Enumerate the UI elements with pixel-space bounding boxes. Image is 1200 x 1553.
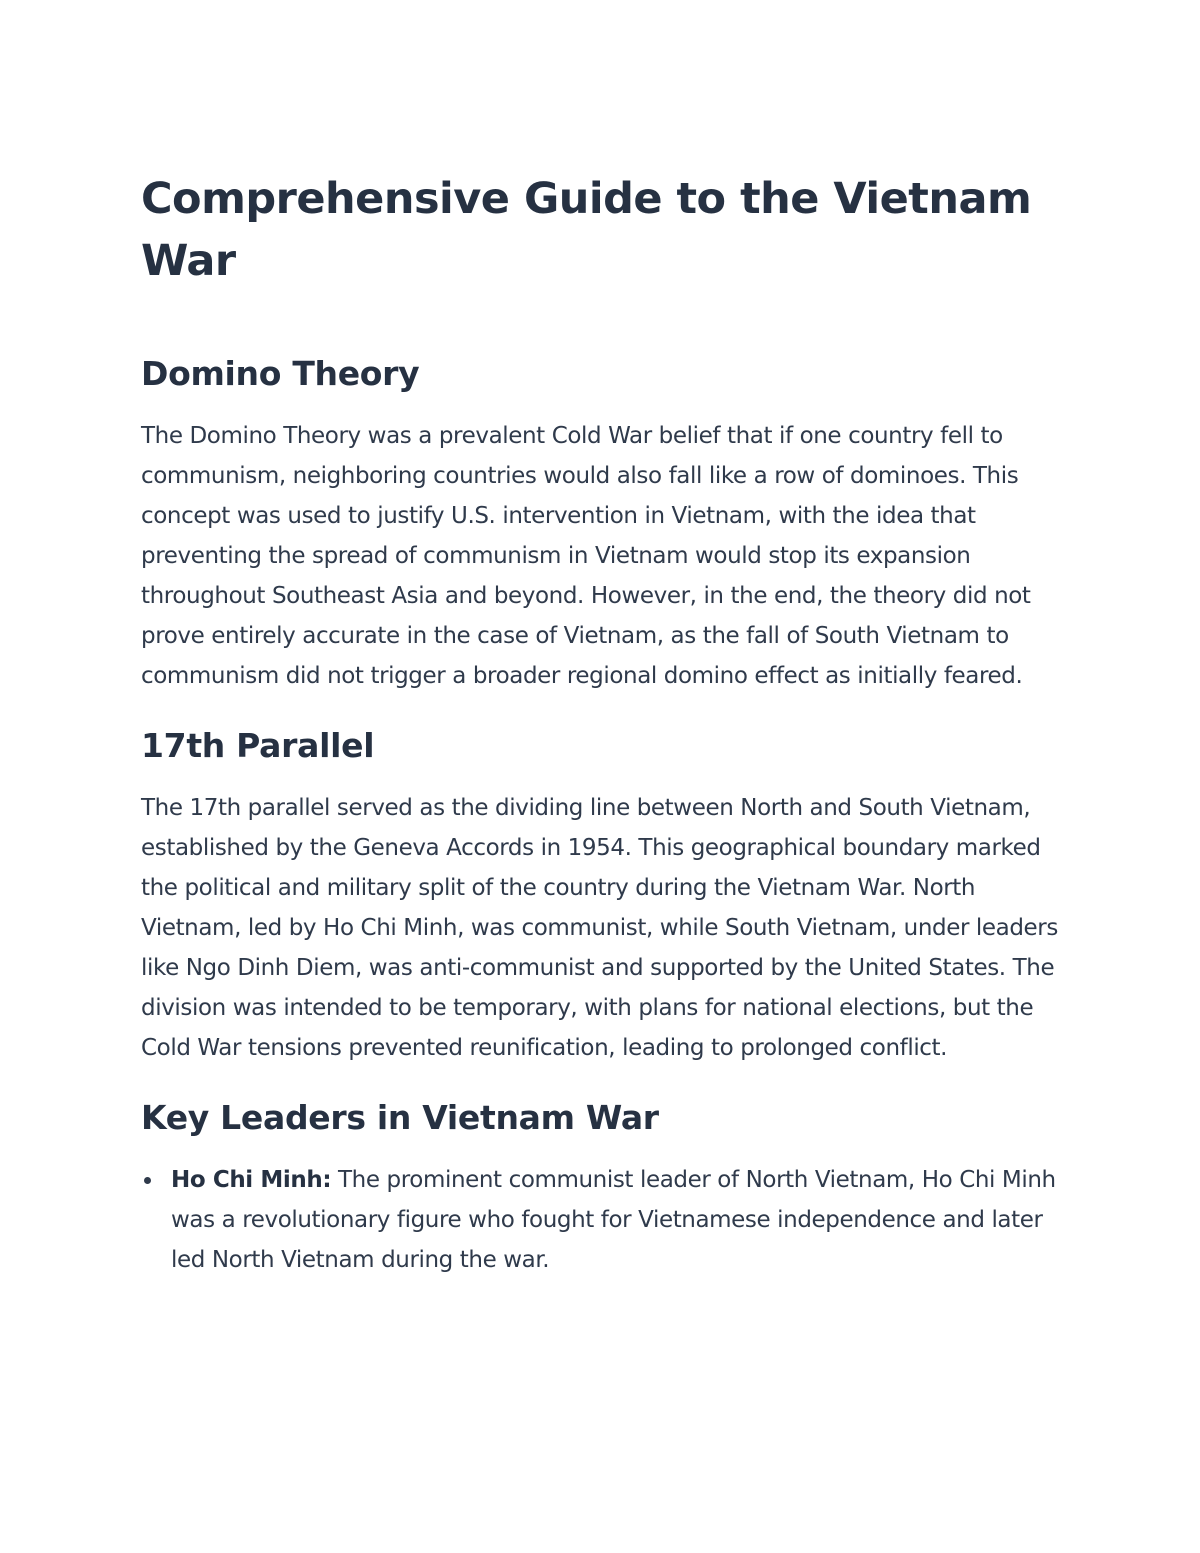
section-key-leaders [141, 1096, 1061, 1280]
leaders-list [141, 1160, 1061, 1280]
section-domino-theory [141, 352, 1061, 696]
section-heading: Key Leaders in Vietnam War [141, 1098, 659, 1137]
section-paragraph: The 17th parallel served as the dividing line between North and South Vietnam, established by the Geneva Accords in 1954. This geographical boundary marked the political and military split of the country during the Vietnam War. North Vietnam, led by Ho Chi Minh, was communist, while South Vietnam, under leaders like Ngo Dinh Diem, was anti-communist and supported by the United States. The division was intended to be temporary, with plans for national elections, but the Cold War tensions prevented reunification, leading to prolonged conflict. [141, 795, 1058, 1061]
list-item [141, 1160, 1061, 1280]
section-paragraph: The Domino Theory was a prevalent Cold War belief that if one country fell to communism, neighboring countries would also fall like a row of dominoes. This concept was used to justify U.S. intervention in Vietnam, with the idea that preventing the spread of communism in Vietnam would stop its expansion throughout Southeast Asia and beyond. However, in the end, the theory did not prove entirely accurate in the case of Vietnam, as the fall of South Vietnam to communism did not trigger a broader regional domino effect as initially feared. [141, 423, 1031, 689]
section-17th-parallel [141, 724, 1061, 1068]
leader-description: The prominent communist leader of North Vietnam, Ho Chi Minh was a revolutionary figure who fought for Vietnamese independence and later led North Vietnam during the war. [171, 1167, 1056, 1273]
document-page [141, 168, 1061, 1280]
bullet-icon [144, 1177, 151, 1184]
leader-name: Ho Chi Minh: [171, 1167, 332, 1193]
document-title: Comprehensive Guide to the Vietnam War [141, 174, 1032, 286]
section-heading: Domino Theory [141, 354, 420, 393]
section-heading: 17th Parallel [141, 726, 375, 765]
